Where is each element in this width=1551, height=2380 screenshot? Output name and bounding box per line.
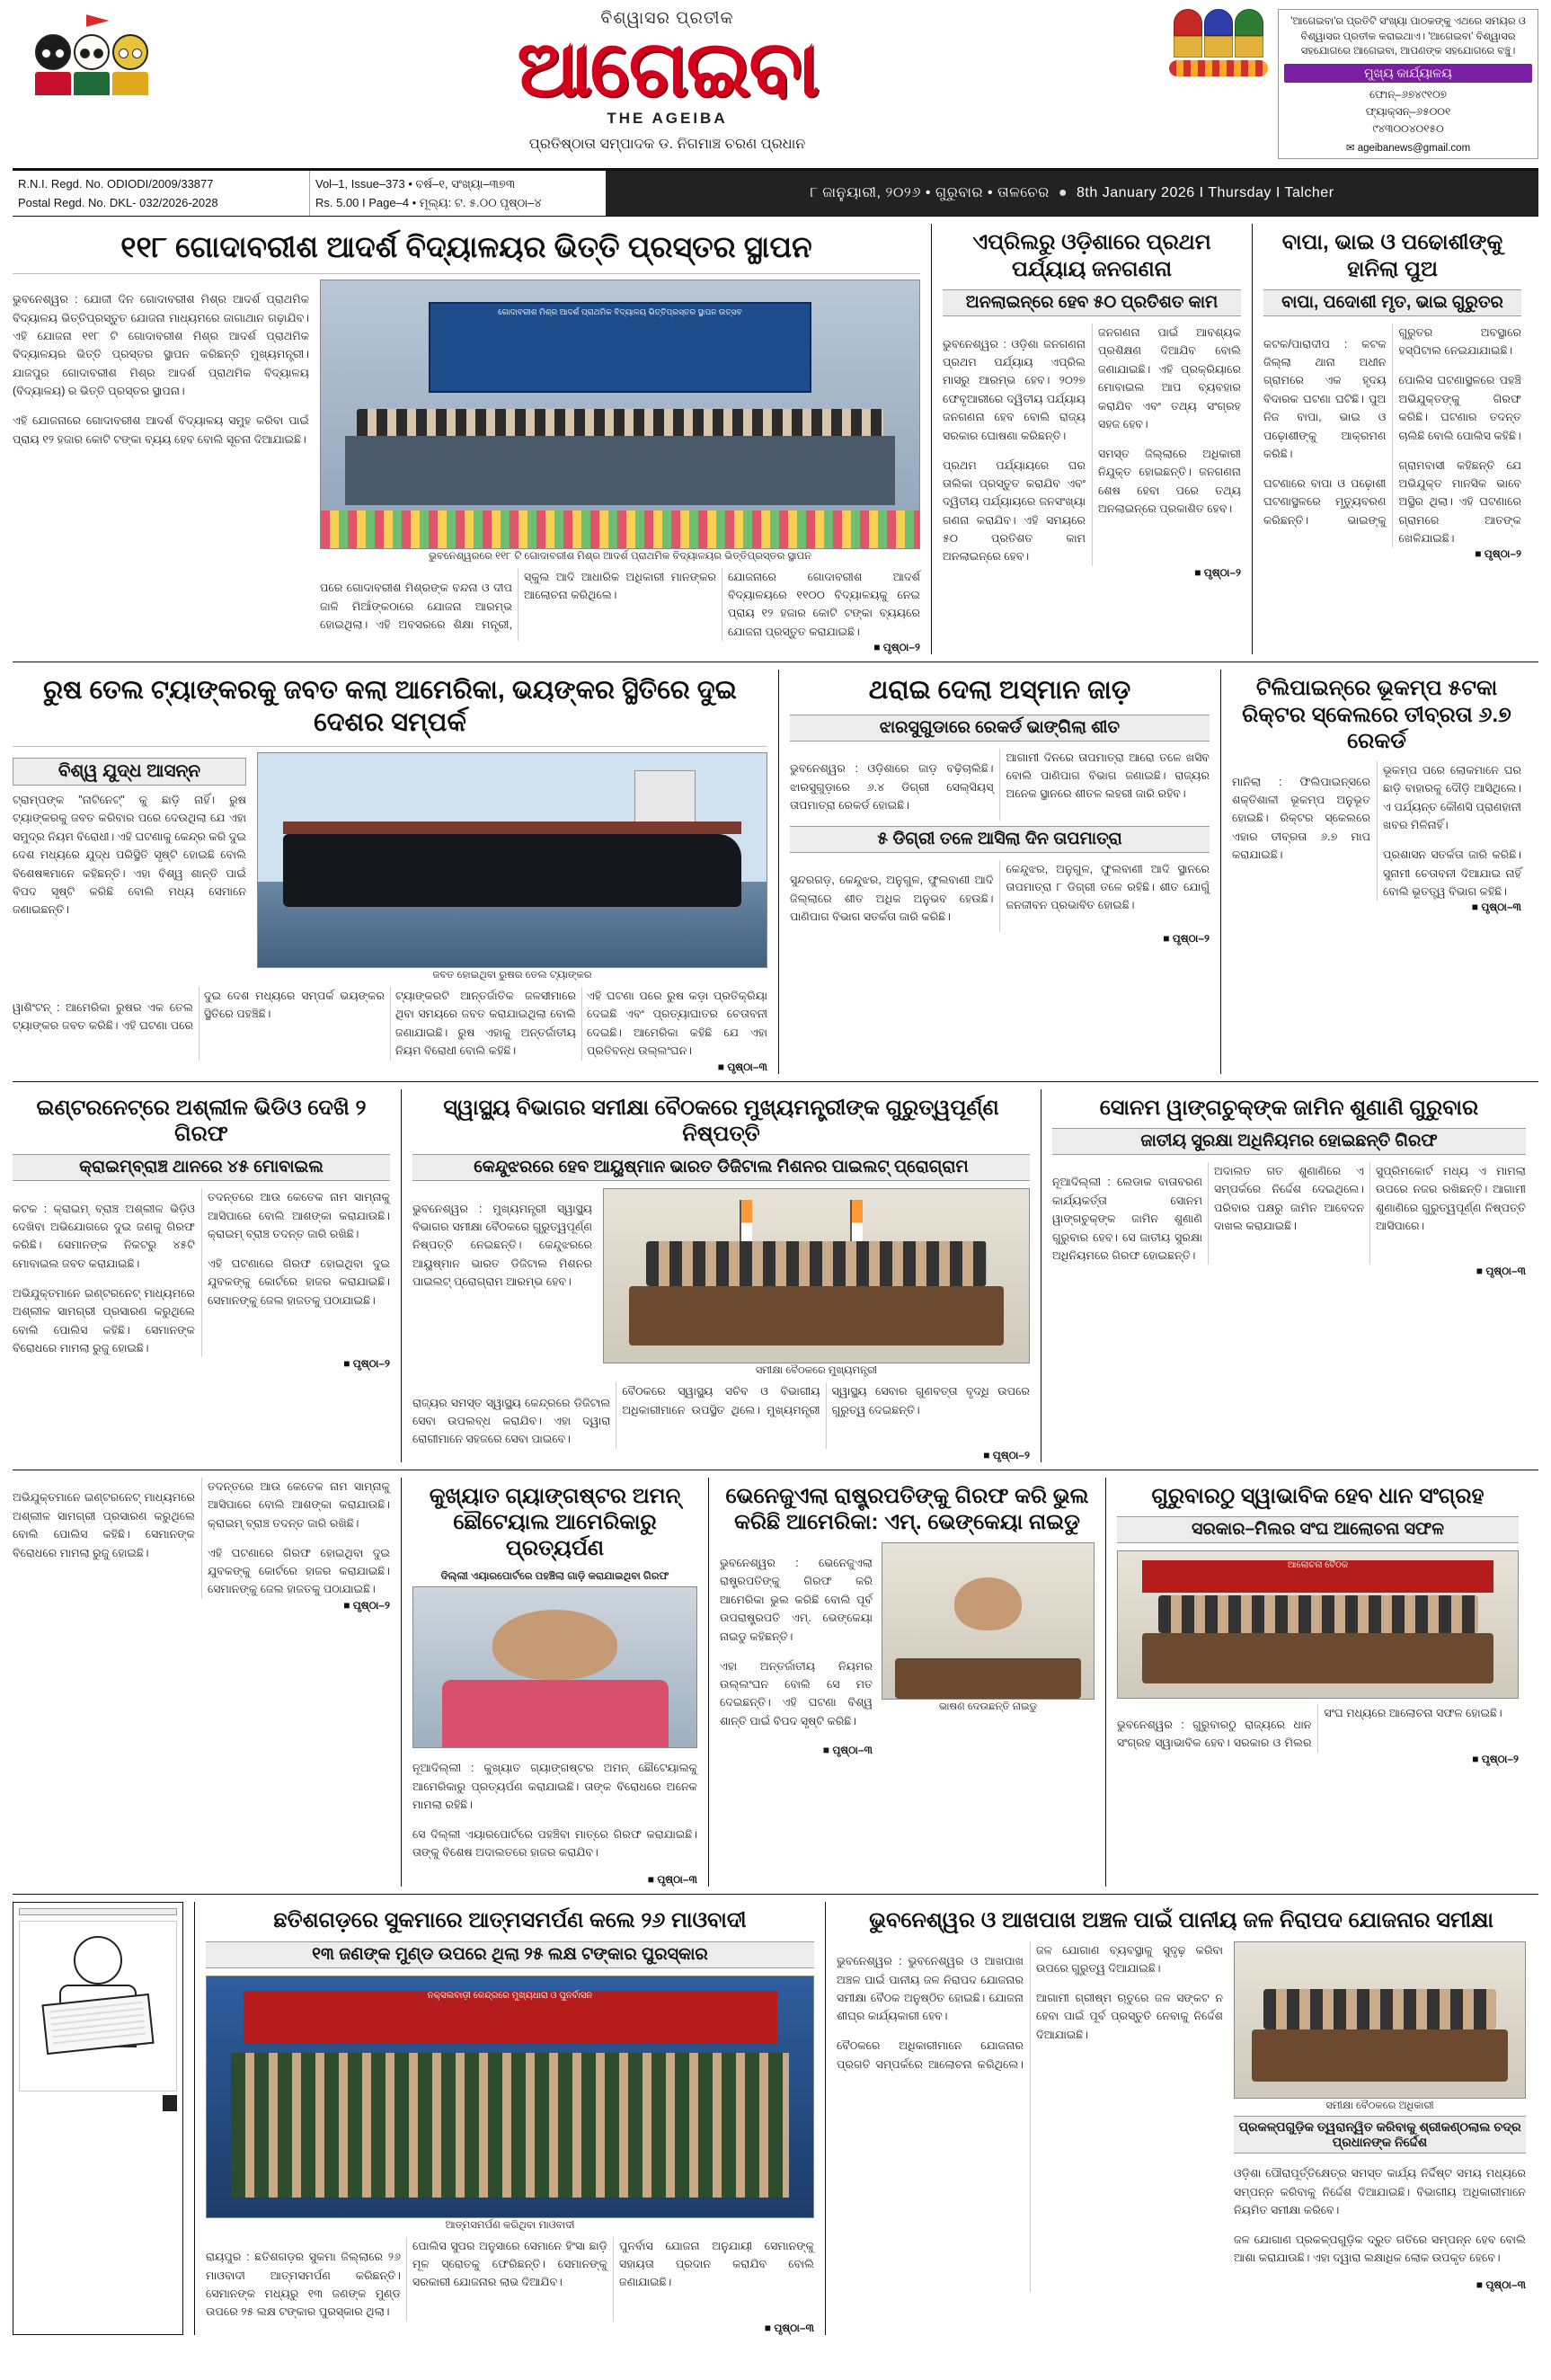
- story-maoist-caption: ଆତ୍ମସମର୍ପଣ କରିଥିବା ମାଓବାଦୀ: [445, 2219, 575, 2231]
- photo-banner: ନକ୍ସଲବାଡ଼ୀ କେନ୍ଦ୍ରରେ ମୁଖ୍ୟଧାରା ଓ ପୁନର୍ବାସନ: [244, 1991, 777, 2044]
- story-paddy-text: [1117, 1704, 1519, 1752]
- temple-flag-icon: [86, 14, 110, 27]
- story-family-attack: [1252, 224, 1521, 654]
- story-cold-wave-continued[interactable]: ■ ପୃଷ୍ଠା–୨: [1163, 931, 1210, 945]
- story-cold-wave-text-bottom: [790, 860, 1210, 932]
- volume-issue: Vol–1, Issue–373 • ବର୍ଷ–୧, ସଂଖ୍ୟା–୩୭୩: [315, 176, 516, 191]
- story-census-subhead: ଅନଲାଇନ୍‌ରେ ହେବ ୫୦ ପ୍ରତିଶତ କାମ: [943, 289, 1241, 316]
- band-1: [13, 224, 1538, 654]
- date-english: 8th January 2026 I Thursday I Talcher: [1077, 185, 1334, 201]
- story-cold-wave-headline: ଥରାଇ ଦେଲା ଅସ୍ମାନ ଜାଡ଼: [868, 676, 1131, 706]
- paragraph: ଭୁବନେଶ୍ୱର : ମୁଖ୍ୟମନ୍ତ୍ରୀ ସ୍ୱାସ୍ଥ୍ୟ ବିଭାଗର ସମୀକ୍ଷା ବୈଠକରେ ଗୁରୁତ୍ୱପୂର୍ଣ୍ଣ ନିଷ୍ପତ୍ତି ନେଇଛନ୍ତି। କେନ୍ଦୁଝରରେ ଆୟୁଷ୍ମାନ ଭାରତ ଡିଜିଟାଲ ମିଶନର ପାଇଲଟ୍ ପ୍ରୋଗ୍ରାମ ଆରମ୍ଭ ହେବ।: [412, 1202, 592, 1289]
- band-4: [13, 1478, 1538, 1887]
- story-lead-photo: [320, 280, 920, 549]
- postal-number: Postal Regd. No. DKL- 032/2026-2028: [18, 196, 218, 210]
- paragraph: ମାନିଲା : ଫିଲିପାଇନ୍‌ସରେ ଶକ୍ତିଶାଳୀ ଭୂକମ୍ପ ଅନୁଭୂତ ହୋଇଛି। ରିକ୍ଟର ସ୍କେଲରେ ଏହାର ତୀବ୍ରତା ୬.୭ ମାପ କରାଯାଇଛି।: [1232, 775, 1370, 862]
- paragraph: ରାୟପୁର : ଛତିଶଗଡ଼ର ସୁକମା ଜିଲ୍ଲାରେ ୨୬ ମାଓବାଦୀ ଆତ୍ମସମର୍ପଣ କରିଛନ୍ତି। ସେମାନଙ୍କ ମଧ୍ୟରୁ ୧୩ ଜଣଙ୍କ ମୁଣ୍ଡ ଉପରେ ୨୫ ଲକ୍ଷ ଟଙ୍କାର ପୁରସ୍କାର ଥିଲା।: [206, 2251, 401, 2319]
- paragraph: ଓଡ଼ିଶା ପୌରାପୂର୍ତ୍ତିକ୍ଷେତ୍ର ସମସ୍ତ କାର୍ଯ୍ୟ ନିର୍ଦ୍ଦିଷ୍ଟ ସମୟ ମଧ୍ୟରେ ସମ୍ପନ୍ନ କରିବାକୁ ନିର୍ଦ୍ଦେଶ ଦିଆଯାଇଛି। ବିଭାଗୀୟ ଅଧିକାରୀମାନେ ନିୟମିତ ସମୀକ୍ଷା କରିବେ।: [1234, 2167, 1526, 2217]
- story-obscene-video-text: [13, 1188, 390, 1357]
- newspaper-title: ଆଗେଇବା: [517, 24, 818, 114]
- office-mobile: ୯୪୩୦୦୪୦୧୫୦: [1372, 122, 1444, 136]
- paragraph: ଏହି ଘଟଣାରେ ଗିରଫ ହୋଇଥିବା ଦୁଇ ଯୁବକଙ୍କୁ କୋର୍ଟରେ ହାଜର କରାଯାଇଛି। ସେମାନଙ୍କୁ ଜେଲ ହାଜତକୁ ପଠାଯାଇଛି।: [208, 1257, 390, 1307]
- masthead-deity-left: [13, 9, 170, 95]
- paragraph: ଯୋଜନାରେ ଗୋଦାବରୀଶ ଆଦର୍ଶ ବିଦ୍ୟାଳୟରେ ୧୧୦୦ ବିଦ୍ୟାଳୟକୁ ନେଇ ପ୍ରାୟ ୧୨ ହଜାର କୋଟି ଟଙ୍କା ବ୍ୟୟରେ ଯୋଜନା ପ୍ରସ୍ତୁତ କରାଯାଇଛି।: [728, 570, 920, 638]
- story-paddy-photo: [1117, 1550, 1519, 1699]
- photo-banner: ଆଲୋଚନା ବୈଠକ: [1142, 1560, 1494, 1593]
- story-cold-wave-subhead-2: ୫ ଡିଗ୍ରୀ ତଳେ ଆସିଲା ଦିନ ତାପମାତ୍ରା: [790, 826, 1210, 853]
- paragraph: ତଦନ୍ତରେ ଆଉ କେତେକ ନାମ ସାମ୍ନାକୁ ଆସିପାରେ ବୋଲି ଆଶଙ୍କା କରାଯାଉଛି। କ୍ରାଇମ୍ ବ୍ରାଞ୍ଚ ତଦନ୍ତ ଜାରି ରଖିଛି।: [208, 1191, 390, 1240]
- story-earthquake: [1220, 670, 1521, 1073]
- paragraph: ଏହି ଘଟଣା ପରେ ରୁଷ କଡ଼ା ପ୍ରତିକ୍ରିୟା ଦେଇଛି ଏବଂ ପ୍ରତ୍ୟାଘାତର ଚେତାବନୀ ଦେଇଛି। ଆମେରିକା କହିଛି ଯେ ଏହା ପ୍ରତିବନ୍ଧ ଉଲ୍ଲଂଘନ।: [587, 990, 767, 1058]
- paragraph: ଗ୍ରାମବାସୀ କହିଛନ୍ତି ଯେ ଅଭିଯୁକ୍ତ ମାନସିକ ଭାବେ ଅସ୍ଥିର ଥିଲା। ଏହି ଘଟଣାରେ ଗ୍ରାମରେ ଆତଙ୍କ ଖେଳିଯାଇଛି।: [1398, 458, 1521, 546]
- story-lead: [13, 224, 920, 654]
- story-census-headline: ଏପ୍ରିଲରୁ ଓଡ଼ିଶାରେ ପ୍ରଥମ ପର୍ଯ୍ୟାୟ ଜନଗଣନା: [972, 230, 1211, 281]
- story-health-review-headline: ସ୍ୱାସ୍ଥ୍ୟ ବିଭାଗର ସମୀକ୍ଷା ବୈଠକରେ ମୁଖ୍ୟମନ୍ତ୍ରୀଙ୍କ ଗୁରୁତ୍ୱପୂର୍ଣ୍ଣ ନିଷ୍ପତ୍ତି: [443, 1095, 999, 1146]
- story-health-review-photo: [603, 1188, 1030, 1363]
- story-family-attack-subhead: ବାପା, ପଦୋଶୀ ମୃତ, ଭାଇ ଗୁରୁତର: [1263, 289, 1521, 316]
- story-lead-text-left: [13, 280, 309, 655]
- story-obscene-video-subhead: କ୍ରାଇମ୍‌ବ୍ରାଞ୍ଚ ଥାନରେ ୪୫ ମୋବାଇଲ: [13, 1154, 390, 1181]
- office-phone-2: ଫ୍ୟାକ୍ସନ୍‌–୬୫୦୦୧: [1365, 105, 1451, 119]
- story-wangchuk-continued[interactable]: ■ ପୃଷ୍ଠା–୩: [1476, 1265, 1526, 1278]
- story-cold-wave: [778, 670, 1210, 1073]
- story-water-subhead-2: ପ୍ରକଳ୍ପଗୁଡ଼ିକ ତ୍ୱରାନ୍ୱିତ କରିବାକୁ ଶ୍ରୀକଣ୍ଠଲାଲ ଚଦ୍ର ପ୍ରଧାନଙ୍କ ନିର୍ଦ୍ଦେଶ: [1234, 2116, 1526, 2154]
- band-2: [13, 670, 1538, 1073]
- paragraph: ତଦନ୍ତରେ ଆଉ କେତେକ ନାମ ସାମ୍ନାକୁ ଆସିପାରେ ବୋଲି ଆଶଙ୍କା କରାଯାଉଛି। କ୍ରାଇମ୍ ବ୍ରାଞ୍ଚ ତଦନ୍ତ ଜାରି ରଖିଛି।: [208, 1479, 390, 1530]
- story-naidu-headline: ଭେନେଜୁଏଲା ରାଷ୍ଟ୍ରପତିଙ୍କୁ ଗିରଫ କରି ଭୁଲ କରିଛି ଆମେରିକା: ଏମ୍‌. ଭେଙ୍କେୟା ନାଇଡୁ: [725, 1483, 1089, 1535]
- story-health-review-text: [412, 1382, 1030, 1449]
- story-obscene-video-tail-text: [13, 1478, 390, 1599]
- story-family-attack-continued[interactable]: ■ ପୃଷ୍ଠା–୨: [1475, 547, 1521, 561]
- story-obscene-video-headline: ଇଣ୍ଟରନେଟ୍‌ରେ ଅଶ୍ଲୀଳ ଭିଡିଓ ଦେଖି ୨ ଗିରଫ: [36, 1095, 367, 1146]
- cartoon-signature-text: [163, 2095, 177, 2111]
- office-email[interactable]: [1284, 141, 1532, 154]
- story-census: [931, 224, 1241, 654]
- story-maoist-photo: [206, 1976, 814, 2218]
- story-tanker-continued[interactable]: ■ ପୃଷ୍ଠା–୩: [717, 1060, 767, 1073]
- story-paddy-continued[interactable]: ■ ପୃଷ୍ଠା–୨: [1472, 1752, 1519, 1765]
- story-family-attack-headline: ବାପା, ଭାଇ ଓ ପଢୋଶୀଙ୍କୁ ହାନିଲା ପୁଅ: [1281, 230, 1503, 281]
- paragraph: ଭୁବନେଶ୍ୱର : ଯୋଜୀ ଦିନ ଗୋଦାବରୀଶ ମିଶ୍ର ଆଦର୍ଶ ପ୍ରାଥମିକ ବିଦ୍ୟାଳୟ ଭିତ୍ତିପ୍ରସ୍ତୁତ ଯୋଜନା ମାଧ୍ୟମରେ ଜାଗାଥାନ ଗଢ଼ାଯିବ। ଏହି ଯୋଜନା ୧୧୮ ଟି ଗୋଦାବରୀଶ ମିଶ୍ର ଆଦର୍ଶ ପ୍ରାଥମିକ ବିଦ୍ୟାଳୟର ଭିତ୍ତି ପ୍ରସ୍ତର ସ୍ଥାପନ କରିଛନ୍ତି ମୁଖ୍ୟମନ୍ତ୍ରୀ। ଯାଜପୁର ଗୋଦାବରୀଶ ମିଶ୍ର ଆଦର୍ଶ ପ୍ରାଥମିକ ବିଦ୍ୟାଳୟ (ବିଦ୍ୟାଳୟ) ର ଭିତ୍ତି ପ୍ରସ୍ତର ସ୍ଥାପନା।: [13, 293, 309, 398]
- story-maoist-headline: ଛତିଶଗଡ଼ରେ ସୁକମାରେ ଆତ୍ମସମର୍ପଣ କଲେ ୨୬ ମାଓବାଦୀ: [273, 1908, 747, 1933]
- newspaper-title-english: THE AGEIBA: [607, 110, 728, 127]
- jagannath-trio-icon: [35, 34, 148, 95]
- cartoon-column: [13, 1902, 183, 2334]
- story-gangster-text: [412, 1759, 697, 1862]
- paragraph: ଜଳ ଯୋଗାଣ ପ୍ରକଳ୍ପଗୁଡ଼ିକ ଦ୍ରୁତ ଗତିରେ ସମ୍ପନ୍ନ ହେବ ବୋଲି ଆଶା କରାଯାଉଛି। ଏହା ଦ୍ୱାରା ଲକ୍ଷାଧିକ ଲୋକ ଉପକୃତ ହେବେ।: [1234, 2233, 1526, 2265]
- story-cold-wave-subhead: ଝାରସୁଗୁଡାରେ ରେକର୍ଡ ଭାଙ୍ଗିଲା ଶୀତ: [790, 715, 1210, 742]
- paragraph: ସମସ୍ତ ଜିଲ୍ଲାରେ ଅଧିକାରୀ ନିଯୁକ୍ତ ହୋଇଛନ୍ତି। ଜନଗଣନା ଶେଷ ହେବା ପରେ ତଥ୍ୟ ଅନଲାଇନ୍‌ରେ ପ୍ରକାଶିତ ହେବ।: [1098, 447, 1241, 516]
- edition-date-bar: [606, 171, 1538, 217]
- mail-icon: ✉: [1345, 142, 1355, 154]
- story-earthquake-headline: ଟିଲିପାଇନ୍‌ରେ ଭୂକମ୍ପ ୫ଟକା ରିକ୍ଟର ସ୍କେଲରେ ତୀବ୍ରତା ୬.୭ ରେକର୍ଡ: [1242, 676, 1511, 753]
- paragraph: ଏହା ଅନ୍ତର୍ଜାତୀୟ ନିୟମର ଉଲ୍ଲଂଘନ ବୋଲି ସେ ମତ ଦେଇଛନ୍ତି। ଏହି ଘଟଣା ବିଶ୍ୱ ଶାନ୍ତି ପାଇଁ ବିପଦ ସୃଷ୍ଟି କରିଛି।: [720, 1659, 873, 1727]
- paragraph: ପୋଲିସ ସୁପର ଅନୁସାରେ ସେମାନେ ହିଂସା ଛାଡ଼ି ମୂଳ ସ୍ରୋତକୁ ଫେରିଛନ୍ତି। ସେମାନଙ୍କୁ ସରକାରୀ ଯୋଜନାର ଲାଭ ଦିଆଯିବ।: [412, 2239, 607, 2289]
- paragraph: ଟ୍ୟାଙ୍କରଟି ଆନ୍ତର୍ଜାତିକ ଜଳସୀମାରେ ଥିବା ସମୟରେ ଜବତ କରାଯାଇଥିଲା ବୋଲି ଜଣାଯାଇଛି। ରୁଷ ଏହାକୁ ଅନ୍ତର୍ଜାତୀୟ ନିୟମ ବିରୋଧୀ ବୋଲି କହିଛି।: [395, 990, 576, 1058]
- masthead-slogan: 'ଆଗେଇବା'ର ପ୍ରତିଟି ସଂଖ୍ୟା ପାଠକଙ୍କୁ ଏଥରେ ସମୟର ଓ ବିଶ୍ୱାସର ପ୍ରତୀକ କରାଇଥାଏ। 'ଆଗେଇବା' ବିଶ୍ୱାସର ସହଯୋଗରେ ଆଗେଇବା, ଆପଣଙ୍କ ସହଯୋଗରେ ବଞ୍ଚୁ।: [1290, 16, 1526, 58]
- paragraph: କେନ୍ଦୁଝର, ଅନୁଗୁଳ, ଫୁଲବାଣୀ ଆଦି ସ୍ଥାନରେ ତାପମାତ୍ରା ୮ ଡିଗ୍ରୀ ତଳେ ରହିଛି। ଶୀତ ଯୋଗୁଁ ଜନଜୀବନ ପ୍ରଭାବିତ ହୋଇଛି।: [1006, 862, 1210, 912]
- story-water-text-left: [837, 1941, 1223, 2293]
- story-wangchuk: [1041, 1089, 1526, 1462]
- story-water-caption-top: ସମୀକ୍ଷା ବୈଠକରେ ଅଧିକାରୀ: [1325, 2100, 1434, 2111]
- story-census-continued[interactable]: ■ ପୃଷ୍ଠା–୨: [1194, 565, 1241, 579]
- paragraph: ପରେ ଗୋଦାବରୀଶ ମିଶ୍ରଙ୍କ ବନ୍ଦନା ଓ ଦୀପ ଜାଳି ମିଆଁଙ୍କଠାରେ ଯୋଜନା ଆରମ୍ଭ ହୋଇଥିଲା। ଏହି ଅବସରରେ ଶିକ୍ଷା ମନ୍ତ୍ରୀ, ସ୍କୁଲ ଆଦି ଆଧାରିକ ଅଧିକାରୀ ମାନଙ୍କର ଆଲୋଚନା କରିଥିଲେ।: [320, 570, 716, 632]
- story-health-review-caption: ସମୀକ୍ଷା ବୈଠକରେ ମୁଖ୍ୟମନ୍ତ୍ରୀ: [755, 1365, 878, 1377]
- cartoon-title: [19, 1908, 177, 1915]
- story-census-text: [943, 324, 1241, 566]
- paragraph: ଭୂକମ୍ପ ପରେ ଲୋକମାନେ ଘର ଛାଡ଼ି ବାହାରକୁ ଦୌଡ଼ି ଆସିଥିଲେ। ଏ ପର୍ଯ୍ୟନ୍ତ କୌଣସି ପ୍ରାଣହାନୀ ଖବର ମିଳିନାହିଁ।: [1383, 764, 1521, 832]
- office-phone-1: ଫୋନ୍‌–୬୭୪୯୧୦୭: [1369, 88, 1448, 102]
- masthead-title-block: [175, 9, 1159, 153]
- paragraph: ପୋଲିସ ଘଟଣାସ୍ଥଳରେ ପହଞ୍ଚି ଅଭିଯୁକ୍ତଙ୍କୁ ଗିରଫ କରିଛି। ଘଟଣାର ତଦନ୍ତ ଚାଲିଛି ବୋଲି ପୋଲିସ କହିଛି।: [1398, 374, 1521, 442]
- story-gangster-caption: ଦିଲ୍ଲୀ ଏୟାରପୋର୍ଟରେ ପହଞ୍ଚିଲା ଗାଡ଼ି କରାଯାଇଥିବା ଗିରଫ: [440, 1570, 669, 1582]
- paragraph: ଏହି ଘଟଣାରେ ଗିରଫ ହୋଇଥିବା ଦୁଇ ଯୁବକଙ୍କୁ କୋର୍ଟରେ ହାଜର କରାଯାଇଛି। ସେମାନଙ୍କୁ ଜେଲ ହାଜତକୁ ପଠାଯାଇଛି।: [208, 1546, 390, 1596]
- paragraph: ଭୁବନେଶ୍ୱର : ଗୁରୁବାରଠୁ ରାଜ୍ୟରେ ଧାନ ସଂଗ୍ରହ ସ୍ୱାଭାବିକ ହେବ। ସରକାର ଓ ମିଲର ସଂଘ ମଧ୍ୟରେ ଆଲୋଚନା ସଫଳ ହୋଇଛି।: [1117, 1707, 1502, 1750]
- story-water: [825, 1902, 1526, 2334]
- masthead: [13, 9, 1538, 163]
- story-gangster-headline: କୁଖ୍ୟାତ ଗ୍ୟାଙ୍ଗଷ୍ଟର ଅମନ୍‌ ଛୌଟେୟାଲ ଆମେରିକାରୁ ପ୍ରତ୍ୟର୍ପଣ: [429, 1483, 681, 1561]
- story-wangchuk-headline: ସୋନମ ୱାଙ୍ଗଚୁକ୍‌ଙ୍କ ଜାମିନ ଶୁଣାଣି ଗୁରୁବାର: [1099, 1095, 1479, 1120]
- story-tanker-text: [13, 987, 767, 1061]
- story-naidu: [708, 1478, 1095, 1887]
- story-paddy: [1105, 1478, 1519, 1887]
- photo-banner-text: ଗୋଦାବରୀଶ ମିଶ୍ର ଆଦର୍ଶ ପ୍ରାଥମିକ ବିଦ୍ୟାଳୟ ଭିତ୍ତିପ୍ରସ୍ତର ସ୍ଥାପନ ଉତ୍ସବ: [498, 306, 742, 316]
- masthead-deity-right: [1165, 9, 1272, 76]
- story-water-photo: [1234, 1941, 1526, 2099]
- paragraph: କଟକ : କ୍ରାଇମ୍ ବ୍ରାଞ୍ଚ ଅଶ୍ଲୀଳ ଭିଡ଼ିଓ ଦେଖିବା ଅଭିଯୋଗରେ ଦୁଇ ଜଣକୁ ଗିରଫ କରିଛି। ସେମାନଙ୍କ ନିକଟରୁ ୪୫ଟି ମୋବାଇଲ ଜବତ କରାଯାଇଛି।: [13, 1202, 195, 1270]
- paragraph: ସୁପ୍ରିମକୋର୍ଟ ମଧ୍ୟ ଏ ମାମଲା ଉପରେ ନଜର ରଖିଛନ୍ତି। ଆଗାମୀ ଶୁଣାଣିରେ ଗୁରୁତ୍ୱପୂର୍ଣ୍ଣ ନିଷ୍ପତ୍ତି ଆସିପାରେ।: [1376, 1164, 1526, 1233]
- story-naidu-photo: [882, 1542, 1095, 1700]
- garland-icon: [1169, 60, 1268, 76]
- paragraph: ଭୁବନେଶ୍ୱର : ଓଡ଼ିଶା ଜନଗଣନା ପ୍ରଥମ ପର୍ଯ୍ୟାୟ ଏପ୍ରିଲ ମାସରୁ ଆରମ୍ଭ ହେବ। ୨୦୨୭ ଫେବୃଆରୀରେ ଦ୍ୱିତୀୟ ପର୍ଯ୍ୟାୟ ଜନଗଣନା ହେବ ବୋଲି ରାଜ୍ୟ ସରକାର ଘୋଷଣା କରିଛନ୍ତି।: [943, 337, 1086, 442]
- paragraph: ଘଟଣାରେ ବାପା ଓ ପଢ଼ୋଶୀ ଘଟଣାସ୍ଥଳରେ ମୃତ୍ୟୁବରଣ କରିଛନ୍ତି। ଭାଇଙ୍କୁ ଗୁରୁତର ଅବସ୍ଥାରେ ହସ୍ପିଟାଲ ନେଇଯାଯାଇଛି।: [1263, 325, 1521, 527]
- story-health-review-subhead: କେନ୍ଦୁଝରରେ ହେବ ଆୟୁଷ୍ମାନ ଭାରତ ଡିଜିଟାଲ ମିଶନର ପାଇଲଟ୍‌ ପ୍ରୋଗ୍ରାମ: [412, 1154, 1030, 1181]
- story-gangster-continued[interactable]: ■ ପୃଷ୍ଠା–୩: [647, 1873, 697, 1887]
- story-naidu-caption: ଭାଷଣ ଦେଉଛନ୍ତି ନାଇଡୁ: [938, 1701, 1038, 1713]
- paragraph: ବୈଠକରେ ସ୍ୱାସ୍ଥ୍ୟ ସଚିବ ଓ ବିଭାଗୀୟ ଅଧିକାରୀମାନେ ଉପସ୍ଥିତ ଥିଲେ। ମୁଖ୍ୟମନ୍ତ୍ରୀ ସ୍ୱାସ୍ଥ୍ୟ ସେବାର ଗୁଣବତ୍ତା ବୃଦ୍ଧି ଉପରେ ଗୁରୁତ୍ୱ ଦେଇଛନ୍ତି।: [622, 1385, 1030, 1416]
- paragraph: ଭୁବନେଶ୍ୱର : ଓଡ଼ିଶାରେ ଜାଡ଼ ବଢ଼ିଚାଲିଛି। ଝାରସୁଗୁଡ଼ାରେ ୬.୪ ଡିଗ୍ରୀ ସେଲ୍‌ସିୟସ୍ ତାପମାତ୍ରା ରେକର୍ଡ ହୋଇଛି।: [790, 762, 994, 813]
- paragraph: ସୁନ୍ଦରଗଡ଼, କେନ୍ଦୁଝର, ଅନୁଗୁଳ, ଫୁଲବାଣୀ ଆଦି ଜିଲ୍ଲାରେ ଶୀତ ଅଧିକ ଅନୁଭବ ହେଉଛି। ପାଣିପାଗ ବିଭାଗ ସତର୍କତା ଜାରି କରିଛି।: [790, 874, 994, 924]
- masthead-kicker: ବିଶ୍ୱାସର ପ୍ରତୀକ: [600, 9, 734, 28]
- story-health-review-continued[interactable]: ■ ପୃଷ୍ଠା–୨: [983, 1448, 1030, 1461]
- story-water-continued[interactable]: ■ ପୃଷ୍ଠା–୩: [1476, 2278, 1526, 2292]
- paragraph: ଆଗାମୀ ଗ୍ରୀଷ୍ମ ଋତୁରେ ଜଳ ସଙ୍କଟ ନ ହେବା ପାଇଁ ପୂର୍ବ ପ୍ରସ୍ତୁତି ନେବାକୁ ନିର୍ଦ୍ଦେଶ ଦିଆଯାଇଛି।: [1036, 1992, 1223, 2041]
- paragraph: ଭୁବନେଶ୍ୱର : ଭୁବନେଶ୍ୱର ଓ ଆଖପାଖ ଅଞ୍ଚଳ ପାଇଁ ପାନୀୟ ଜଳ ନିରାପଦ ଯୋଜନାର ସମୀକ୍ଷା ବୈଠକ ଅନୁଷ୍ଠିତ ହୋଇଛି। ଯୋଜନା ଶୀଘ୍ର କାର୍ଯ୍ୟକାରୀ ହେବ।: [837, 1955, 1024, 2023]
- story-tanker: [13, 670, 767, 1073]
- story-maoist-continued[interactable]: ■ ପୃଷ୍ଠା–୩: [764, 2321, 814, 2334]
- story-earthquake-continued[interactable]: ■ ପୃଷ୍ଠା–୩: [1471, 901, 1521, 914]
- story-naidu-continued[interactable]: ■ ପୃଷ୍ଠା–୩: [822, 1743, 873, 1756]
- story-health-review-text-left: [412, 1188, 592, 1377]
- story-maoist-text: [206, 2237, 814, 2322]
- paragraph: ଆଗାମୀ ଦିନରେ ତାପମାତ୍ରା ଆରୋ ତଳେ ଖସିବ ବୋଲି ପାଣିପାଗ ବିଭାଗ ଜଣାଇଛି। ରାଜ୍ୟର ଅନେକ ସ୍ଥାନରେ ଶୀତଳ ଲହରୀ ଜାରି ରହିବ।: [1006, 750, 1210, 801]
- story-cold-wave-text-top: [790, 749, 1210, 821]
- office-email-text: ageibanews@gmail.com: [1357, 142, 1471, 154]
- paragraph: ପୁନର୍ବାସ ଯୋଜନା ଅନୁଯାୟୀ ସେମାନଙ୍କୁ ସହାୟତା ପ୍ରଦାନ କରାଯିବ ବୋଲି ଜଣାଯାଇଛି।: [619, 2239, 814, 2289]
- story-paddy-headline: ଗୁରୁବାରଠୁ ସ୍ୱାଭାବିକ ହେବ ଧାନ ସଂଗ୍ରହ: [1151, 1483, 1485, 1508]
- story-paddy-subhead: ସରକାର–ମିଲର ସଂଘ ଆଲୋଚନା ସଫଳ: [1117, 1516, 1519, 1543]
- story-earthquake-text: [1232, 761, 1521, 901]
- story-maoist-subhead: ୧୩ ଜଣଙ୍କ ମୁଣ୍ଡ ଉପରେ ଥିଲା ୨୫ ଲକ୍ଷ ଟଙ୍କାର ପୁରସ୍କାର: [206, 1941, 814, 1968]
- story-wangchuk-text: [1052, 1162, 1526, 1265]
- story-water-text-right: [1234, 2164, 1526, 2268]
- story-wangchuk-subhead: ଜାତୀୟ ସୁରକ୍ଷା ଅଧିନିୟମର ହୋଇଛନ୍ତି ଗିରଫ: [1052, 1128, 1526, 1155]
- story-health-review: [401, 1089, 1030, 1462]
- paragraph: ଜନଗଣନା ପାଇଁ ଆବଶ୍ୟକ ପ୍ରଶିକ୍ଷଣ ଦିଆଯିବ ବୋଲି ଜଣାଯାଇଛି। ଏହି ପ୍ରକ୍ରିୟାରେ ମୋବାଇଲ ଆପ ବ୍ୟବହାର କରାଯିବ ଏବଂ ତଥ୍ୟ ସଂଗ୍ରହ ସହଜ ହେବ।: [1098, 325, 1241, 431]
- paragraph: ୱାଶିଂଟନ୍‌ : ଆମେରିକା ରୁଷର ଏକ ତେଲ ଟ୍ୟାଙ୍କର ଜବତ କରିଛି। ଏହି ଘଟଣା ପରେ ଦୁଇ ଦେଶ ମଧ୍ୟରେ ସମ୍ପର୍କ ଭୟଙ୍କର ସ୍ଥିତିରେ ପହଞ୍ଚିଛି।: [13, 990, 385, 1032]
- paragraph: ରାଜ୍ୟର ସମସ୍ତ ସ୍ୱାସ୍ଥ୍ୟ କେନ୍ଦ୍ରରେ ଡିଜିଟାଲ ସେବା ଉପଲବ୍ଧ କରାଯିବ। ଏହା ଦ୍ୱାରା ରୋଗୀମାନେ ସହଜରେ ସେବା ପାଇବେ।: [412, 1396, 611, 1446]
- story-tanker-photo: [257, 752, 767, 968]
- story-tanker-caption: ଜବତ ହୋଇଥିବା ରୁଷର ତେଲ ଟ୍ୟାଙ୍କର: [432, 970, 592, 981]
- paragraph: ନୂଆଦିଲ୍ଲୀ : କୁଖ୍ୟାତ ଗ୍ୟାଙ୍ଗଷ୍ଟର ଅମନ୍ ଛୌଟେୟାଲକୁ ଆମେରିକାରୁ ପ୍ରତ୍ୟର୍ପଣ କରାଯାଇଛି। ତାଙ୍କ ବିରୋଧରେ ଅନେକ ମାମଲା ରହିଛି।: [412, 1762, 697, 1812]
- story-gangster-photo: [412, 1586, 697, 1748]
- date-separator: ●: [1058, 185, 1068, 201]
- story-tanker-headline: ରୁଷ ତେଲ ଟ୍ୟାଙ୍କରକୁ ଜବତ କଲା ଆମେରିକା, ଭୟଙ୍କର ସ୍ଥିତିରେ ଦୁଇ ଦେଶର ସମ୍ପର୍କ: [43, 676, 737, 737]
- band-3: [13, 1089, 1538, 1462]
- story-obscene-video-tail-continued[interactable]: ■ ପୃଷ୍ଠା–୨: [343, 1598, 390, 1612]
- rni-number: R.N.I. Regd. No. ODIODI/2009/33877: [18, 176, 214, 191]
- story-naidu-text: [720, 1542, 873, 1759]
- story-lead-text-right: [320, 568, 920, 642]
- story-obscene-video-tail: [13, 1478, 390, 1887]
- masthead-office-box: [1278, 9, 1538, 159]
- publication-info-bar: [13, 171, 1538, 218]
- date-odia: ୮ ଜାନୁୟାରୀ, ୨୦୨୬ • ଗୁରୁବାର • ତାଳଚେର: [810, 185, 1050, 201]
- paragraph: କଟକ/ପାରାଦୀପ : କଟକ ଜିଲ୍ଲା ଥାନା ଅଧୀନ ଗ୍ରାମରେ ଏକ ହୃଦୟ ବିଦାରକ ଘଟଣା ଘଟିଛି। ପୁଅ ନିଜ ବାପା, ଭାଇ ଓ ପଢ଼ୋଶୀଙ୍କୁ ଆକ୍ରମଣ କରିଛି।: [1263, 337, 1387, 460]
- band-5: [13, 1902, 1538, 2334]
- office-label: ମୁଖ୍ୟ କାର୍ଯ୍ୟାଳୟ: [1284, 64, 1532, 83]
- paragraph: ଭୁବନେଶ୍ୱର : ଭେନେଜୁଏଲା ରାଷ୍ଟ୍ରପତିଙ୍କୁ ଗିରଫ କରି ଆମେରିକା ଭୁଲ କରିଛି ବୋଲି ପୂର୍ବ ଉପରାଷ୍ଟ୍ରପତି ଏମ୍. ଭେଙ୍କେୟା ନାଇଡୁ କହିଛନ୍ତି।: [720, 1557, 873, 1643]
- paragraph: ବୈଠକରେ ଅଧିକାରୀମାନେ ଯୋଜନାର ପ୍ରଗତି ସମ୍ପର୍କରେ ଆଲୋଚନା କରିଥିଲେ। ଜଳ ଯୋଗାଣ ବ୍ୟବସ୍ଥାକୁ ସୁଦୃଢ଼ କରିବା ଉପରେ ଗୁରୁତ୍ୱ ଦିଆଯାଇଛି।: [837, 1943, 1223, 2071]
- paragraph: ପ୍ରଶାସନ ସତର୍କତା ଜାରି କରିଛି। ସୁନାମୀ ଚେତାବନୀ ଦିଆଯାଇ ନାହିଁ ବୋଲି ଭୂତତ୍ତ୍ୱ ବିଭାଗ କହିଛି।: [1383, 848, 1521, 898]
- story-maoist: [194, 1902, 814, 2334]
- cartoon-drawing: [19, 1921, 177, 2091]
- story-water-headline: ଭୁବନେଶ୍ୱର ଓ ଆଖପାଖ ଅଞ୍ଚଳ ପାଇଁ ପାନୀୟ ଜଳ ନିରାପଦ ଯୋଜନାର ସମୀକ୍ଷା: [869, 1908, 1493, 1933]
- paragraph: ଏହି ଯୋଜନାରେ ଗୋଦାବରୀଶ ଆଦର୍ଶ ବିଦ୍ୟାଳୟ ସମୁହ କରିବା ପାଇଁ ପ୍ରାୟ ୧୨ ହଜାର କୋଟି ଟଙ୍କା ବ୍ୟୟ ହେବ ବୋଲି ସୂଚନା ଦିଆଯାଇଛି।: [13, 414, 309, 446]
- paragraph: ନୂଆଦିଲ୍ଲୀ : ଲେଡାକ ବାତାବରଣ କାର୍ଯ୍ୟକର୍ତ୍ତା ସୋନମ ୱାଙ୍ଗଚୁକ୍‌ଙ୍କ ଜାମିନ ଶୁଣାଣି ଗୁରୁବାର ହେବ। ସେ ଜାତୀୟ ସୁରକ୍ଷା ଅଧିନିୟମରେ ଗିରଫ ହୋଇଛନ୍ତି।: [1052, 1176, 1202, 1262]
- story-family-attack-text: [1263, 324, 1521, 547]
- paragraph: ଅଦାଲତ ଗତ ଶୁଣାଣିରେ ଏ ସମ୍ପର୍କରେ ନିର୍ଦ୍ଦେଶ ଦେଇଥିଲେ। ପରିବାର ପକ୍ଷରୁ ଜାମିନ ଆବେଦନ ଦାଖଲ କରାଯାଇଛି।: [1214, 1164, 1364, 1233]
- story-tanker-box-headline: ବିଶ୍ୱ ଯୁଦ୍ଧ ଆସନ୍ନ: [13, 758, 246, 786]
- story-gangster: [401, 1478, 697, 1887]
- story-obscene-video-continued[interactable]: ■ ପୃଷ୍ଠା–୨: [343, 1357, 390, 1371]
- cartoon-signature: [19, 2097, 177, 2109]
- founder-editor-line: ପ୍ରତିଷ୍ଠାତା ସମ୍ପାଦକ ଡ. ନିଗମାଞ୍ଚ ଚରଣ ପ୍ରଧାନ: [528, 137, 806, 152]
- story-lead-continued[interactable]: ■ ପୃଷ୍ଠା–୨: [873, 641, 920, 654]
- story-lead-caption: ଭୁବନେଶ୍ୱରରେ ୧୧୮ ଟି ଗୋଦାବରୀଶ ମିଶ୍ର ଆଦର୍ଶ ପ୍ରାଥମିକ ବିଦ୍ୟାଳୟର ଭିତ୍ତିପ୍ରସ୍ତର ସ୍ଥାପନ: [428, 550, 812, 562]
- paragraph: ଅଭିଯୁକ୍ତମାନେ ଇଣ୍ଟରନେଟ୍ ମାଧ୍ୟମରେ ଅଶ୍ଲୀଳ ସାମଗ୍ରୀ ପ୍ରସାରଣ କରୁଥିଲେ ବୋଲି ପୋଲିସ କହିଛି। ସେମାନଙ୍କ ବିରୋଧରେ ମାମଲା ରୁଜୁ ହୋଇଛି।: [13, 1286, 195, 1355]
- price-pages: Rs. 5.00 I Page–4 • ମୂଲ୍ୟ: ଟ. ୫.୦୦ ପୃଷ୍ଠା–୪: [315, 196, 542, 210]
- story-tanker-box-text: ଟ୍ରାମ୍ପଙ୍କ "ନାଟିନେଟ୍‌" କୁ ଛାଡ଼ି ନାହିଁ। ରୁଷ ଟ୍ୟାଙ୍କରକୁ ଜବତ କରିବାର ପରେ ଦେଉଥିଲା ଯେ ଏହା ସମୁଦ୍ର ନିୟମ ବିରୋଧୀ। ଏହି ଘଟଣାକୁ କେନ୍ଦ୍ର କରି ଦୁଇ ଦେଶ ମଧ୍ୟରେ ଯୁଦ୍ଧ ପରିସ୍ଥିତି ସୃଷ୍ଟି ହୋଇଛି ବୋଲି ବିଶେଷଜ୍ଞମାନେ କହିଛନ୍ତି। ଏହା ବିଶ୍ୱ ଶାନ୍ତି ପାଇଁ ବିପଦ ସୃଷ୍ଟି କରିଛି ବୋଲି ମଧ୍ୟ ସେମାନେ ଜଣାଇଛନ୍ତି।: [13, 794, 246, 917]
- paragraph: ପ୍ରଥମ ପର୍ଯ୍ୟାୟରେ ଘର ତାଲିକା ପ୍ରସ୍ତୁତ କରାଯିବ ଏବଂ ଦ୍ୱିତୀୟ ପର୍ଯ୍ୟାୟରେ ଜନସଂଖ୍ୟା ଗଣନା କରାଯିବ। ଏହି ସମୟରେ ୫୦ ପ୍ରତିଶତ କାମ ଅନଲାଇନ୍‌ରେ ହେବ।: [943, 458, 1086, 564]
- paragraph: ସେ ଦିଲ୍ଲୀ ଏୟାରପୋର୍ଟରେ ପହଞ୍ଚିବା ମାତ୍ରେ ଗିରଫ କରାଯାଇଛି। ତାଙ୍କୁ ବିଶେଷ ଅଦାଲତରେ ହାଜର କରାଯିବ।: [412, 1828, 697, 1860]
- paragraph: ଅଭିଯୁକ୍ତମାନେ ଇଣ୍ଟରନେଟ୍ ମାଧ୍ୟମରେ ଅଶ୍ଲୀଳ ସାମଗ୍ରୀ ପ୍ରସାରଣ କରୁଥିଲେ ବୋଲି ପୋଲିସ କହିଛି। ସେମାନଙ୍କ ବିରୋଧରେ ମାମଲା ରୁଜୁ ହୋଇଛି।: [13, 1491, 195, 1559]
- story-obscene-video: [13, 1089, 390, 1462]
- story-lead-headline: ୧୧୮ ଗୋଦାବରୀଶ ଆଦର୍ଶ ବିଦ୍ୟାଳୟର ଭିତ୍ତି ପ୍ରସ୍ତର ସ୍ଥାପନ: [120, 230, 812, 264]
